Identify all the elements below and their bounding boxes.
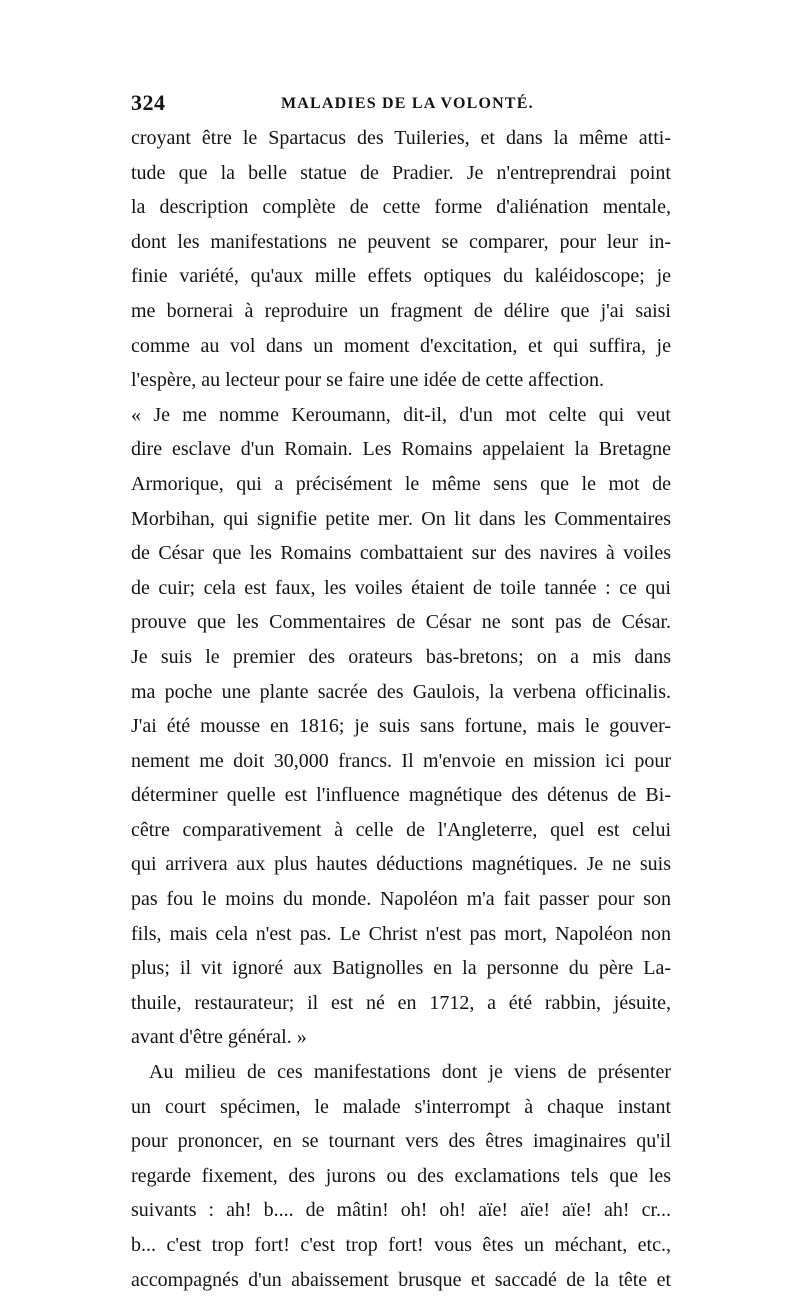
text-line: comme au vol dans un moment d'excitation, et qui suffira, je xyxy=(131,334,671,357)
running-title: MALADIES DE LA VOLONTÉ. xyxy=(281,95,534,112)
text-line: tude que la belle statue de Pradier. Je n'entreprendrai point xyxy=(131,161,671,184)
text-line: plus; il vit ignoré aux Batignolles en la personne du père La- xyxy=(131,957,671,980)
text-line: dire esclave d'un Romain. Les Romains appelaient la Bretagne xyxy=(131,438,671,461)
text-line: de cuir; cela est faux, les voiles étaient de toile tannée : ce qui xyxy=(131,576,671,599)
text-line: déterminer quelle est l'influence magnétique des détenus de Bi- xyxy=(131,784,671,807)
text-line: finie variété, qu'aux mille effets optiques du kaléidoscope; je xyxy=(131,265,671,288)
text-line: nement me doit 30,000 francs. Il m'envoie en mission ici pour xyxy=(131,749,671,772)
text-line: pas fou le moins du monde. Napoléon m'a fait passer pour son xyxy=(131,888,671,911)
text-line: la description complète de cette forme d'aliénation mentale, xyxy=(131,196,671,219)
text-line: fils, mais cela n'est pas. Le Christ n'est pas mort, Napoléon non xyxy=(131,922,671,945)
text-line: pour prononcer, en se tournant vers des êtres imaginaires qu'il xyxy=(131,1130,671,1153)
text-line: « Je me nomme Keroumann, dit-il, d'un mot celte qui veut xyxy=(131,403,671,426)
text-line: regarde fixement, des jurons ou des exclamations tels que les xyxy=(131,1164,671,1187)
text-line: cêtre comparativement à celle de l'Angleterre, quel est celui xyxy=(131,818,671,841)
text-line: thuile, restaurateur; il est né en 1712, a été rabbin, jésuite, xyxy=(131,991,671,1014)
body-text xyxy=(131,121,671,1297)
page-number: 324 xyxy=(131,90,166,115)
text-line: dont les manifestations ne peuvent se comparer, pour leur in- xyxy=(131,230,671,253)
text-line: qui arrivera aux plus hautes déductions magnétiques. Je ne suis xyxy=(131,853,671,876)
text-line: Morbihan, qui signifie petite mer. On lit dans les Commentaires xyxy=(131,507,671,530)
text-line: b... c'est trop fort! c'est trop fort! vous êtes un méchant, etc., xyxy=(131,1234,671,1256)
text-line: Armorique, qui a précisément le même sens que le mot de xyxy=(131,472,671,495)
text-line: accompagnés d'un abaissement brusque et saccadé de la tête et xyxy=(131,1268,671,1291)
text-line: Je suis le premier des orateurs bas-bretons; on a mis dans xyxy=(131,645,671,668)
text-line: avant d'être général. » xyxy=(131,1026,307,1049)
text-line: prouve que les Commentaires de César ne sont pas de César. xyxy=(131,611,671,634)
text-line: l'espère, au lecteur pour se faire une idée de cette affection. xyxy=(131,369,604,392)
text-line: me bornerai à reproduire un fragment de délire que j'ai saisi xyxy=(131,299,671,322)
text-line: de César que les Romains combattaient sur des navires à voiles xyxy=(131,542,671,565)
text-line: J'ai été mousse en 1816; je suis sans fortune, mais le gouver- xyxy=(131,715,671,738)
text-line: un court spécimen, le malade s'interrompt à chaque instant xyxy=(131,1095,671,1118)
text-line: croyant être le Spartacus des Tuileries, et dans la même atti- xyxy=(131,127,671,149)
text-line: suivants : ah! b.... de mâtin! oh! oh! aïe! aïe! aïe! ah! cr... xyxy=(131,1199,671,1222)
running-head xyxy=(131,90,671,116)
text-line: ma poche une plante sacrée des Gaulois, la verbena officinalis. xyxy=(131,680,671,703)
text-line: Au milieu de ces manifestations dont je viens de présenter xyxy=(149,1061,671,1084)
